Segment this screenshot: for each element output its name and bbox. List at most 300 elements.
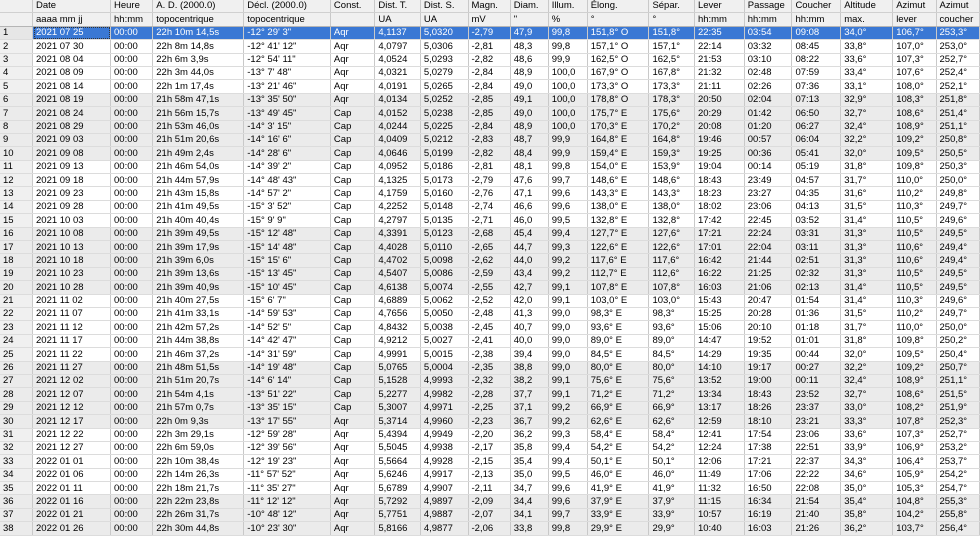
row-number: 26 <box>0 361 33 374</box>
table-cell: 31,8° <box>841 160 893 173</box>
table-cell: 71,2° E <box>587 388 649 401</box>
table-cell: 5,0135 <box>420 214 468 227</box>
table-cell: 99,6 <box>548 495 587 508</box>
table-cell: 22:08 <box>792 482 841 495</box>
column-header[interactable]: Passage <box>744 0 792 13</box>
table-cell: 33,6° <box>841 53 893 66</box>
table-cell: 99,7 <box>548 508 587 521</box>
table-cell: 255,3° <box>936 495 979 508</box>
table-cell: 15:06 <box>694 321 744 334</box>
table-cell: 4,0952 <box>375 160 421 173</box>
table-cell: -12° 54' 11" <box>244 53 331 66</box>
table-cell: 4,4028 <box>375 241 421 254</box>
table-row[interactable] <box>0 227 980 240</box>
column-header[interactable]: Heure <box>111 0 153 13</box>
table-cell: -2,84 <box>468 120 510 133</box>
table-cell: 108,6° <box>893 388 936 401</box>
table-row[interactable] <box>0 495 980 508</box>
table-cell: 22h 14m 26,3s <box>153 468 244 481</box>
table-cell: 89,0° E <box>587 334 649 347</box>
table-cell: Cap <box>330 160 374 173</box>
table-cell: 33,6° <box>841 428 893 441</box>
table-row[interactable] <box>0 241 980 254</box>
table-cell: 22h 1m 17,4s <box>153 80 244 93</box>
table-cell: 13:52 <box>694 374 744 387</box>
table-cell: 34,3° <box>841 455 893 468</box>
table-cell: 4,0524 <box>375 53 421 66</box>
table-cell: 105,9° <box>893 468 936 481</box>
table-cell: 31,3° <box>841 241 893 254</box>
table-cell: -13° 51' 22" <box>244 388 331 401</box>
row-number: 25 <box>0 348 33 361</box>
table-row[interactable] <box>0 214 980 227</box>
table-cell: 00:00 <box>111 455 153 468</box>
column-header[interactable]: Dist. T. <box>375 0 421 13</box>
table-cell: 5,0074 <box>420 281 468 294</box>
table-row[interactable] <box>0 200 980 213</box>
table-cell: 80,0° <box>649 361 695 374</box>
table-cell: 250,3° <box>936 160 979 173</box>
table-cell: 159,3° <box>649 147 695 160</box>
column-header[interactable]: Élong. <box>587 0 649 13</box>
table-cell: 03:32 <box>744 40 792 53</box>
table-cell: 2021 08 29 <box>33 120 111 133</box>
row-number: 30 <box>0 415 33 428</box>
table-cell: Cap <box>330 187 374 200</box>
table-cell: 99,2 <box>548 415 587 428</box>
table-row[interactable] <box>0 307 980 320</box>
table-cell: 5,0015 <box>420 348 468 361</box>
table-cell: -13° 21' 46" <box>244 80 331 93</box>
table-cell: -2,20 <box>468 428 510 441</box>
column-header[interactable]: Coucher <box>792 0 841 13</box>
table-cell: 31,3° <box>841 254 893 267</box>
table-cell: 110,5° <box>893 267 936 280</box>
table-cell: 4,9877 <box>420 522 468 535</box>
table-row[interactable] <box>0 53 980 66</box>
table-cell: 108,0° <box>893 80 936 93</box>
table-row[interactable] <box>0 401 980 414</box>
table-cell: Cap <box>330 374 374 387</box>
table-row[interactable] <box>0 428 980 441</box>
column-unit <box>330 13 374 26</box>
table-cell: -11° 12' 12" <box>244 495 331 508</box>
table-cell: 32,2° <box>841 133 893 146</box>
table-cell: 48,7 <box>510 133 548 146</box>
table-cell: 00:00 <box>111 522 153 535</box>
table-cell: Cap <box>330 133 374 146</box>
table-row[interactable] <box>0 441 980 454</box>
table-cell: 21h 57m 0,7s <box>153 401 244 414</box>
table-cell: 109,5° <box>893 348 936 361</box>
table-cell: 00:00 <box>111 468 153 481</box>
table-cell: 106,9° <box>893 441 936 454</box>
table-cell: 03:52 <box>792 214 841 227</box>
table-row[interactable] <box>0 133 980 146</box>
table-row[interactable] <box>0 254 980 267</box>
table-cell: Aqr <box>330 468 374 481</box>
table-cell: 32,7° <box>841 388 893 401</box>
table-cell: 21:26 <box>792 522 841 535</box>
table-cell: -2,41 <box>468 334 510 347</box>
table-cell: 62,6° <box>649 415 695 428</box>
column-header[interactable]: Illum. <box>548 0 587 13</box>
column-header[interactable]: Magn. <box>468 0 510 13</box>
table-row[interactable] <box>0 455 980 468</box>
table-cell: 253,3° <box>936 26 979 39</box>
table-cell: 99,3 <box>548 428 587 441</box>
table-cell: 31,3° <box>841 227 893 240</box>
table-row[interactable] <box>0 107 980 120</box>
column-header[interactable]: Diam. <box>510 0 548 13</box>
table-cell: 252,7° <box>936 428 979 441</box>
table-cell: 117,6° <box>649 254 695 267</box>
table-row[interactable] <box>0 522 980 535</box>
table-cell: 21h 39m 17,9s <box>153 241 244 254</box>
table-cell: 23:06 <box>744 200 792 213</box>
table-cell: 99,9 <box>548 133 587 146</box>
column-header[interactable]: Azimut <box>936 0 979 13</box>
column-header[interactable]: Décl. (2000.0) <box>244 0 331 13</box>
table-cell: 256,4° <box>936 522 979 535</box>
table-cell: 46,0 <box>510 214 548 227</box>
table-cell: 11:15 <box>694 495 744 508</box>
table-cell: -15° 15' 6" <box>244 254 331 267</box>
table-cell: -15° 13' 45" <box>244 267 331 280</box>
table-cell: 11:32 <box>694 482 744 495</box>
table-cell: 2021 10 23 <box>33 267 111 280</box>
table-cell: 01:54 <box>792 294 841 307</box>
table-cell: 4,2252 <box>375 200 421 213</box>
table-cell: 36,2° <box>841 522 893 535</box>
column-header[interactable]: Sépar. <box>649 0 695 13</box>
table-cell: 46,6 <box>510 200 548 213</box>
table-row[interactable] <box>0 187 980 200</box>
table-cell: 66,9° <box>649 401 695 414</box>
table-cell: 159,4° E <box>587 147 649 160</box>
table-cell: 22:51 <box>792 441 841 454</box>
table-cell: 89,0° <box>649 334 695 347</box>
table-row[interactable] <box>0 40 980 53</box>
table-cell: 109,2° <box>893 361 936 374</box>
table-cell: 20:28 <box>744 307 792 320</box>
table-cell: 253,0° <box>936 40 979 53</box>
table-cell: 58,4° E <box>587 428 649 441</box>
table-cell: 99,6 <box>548 200 587 213</box>
column-header[interactable]: Azimut <box>893 0 936 13</box>
table-cell: 21h 46m 54,0s <box>153 160 244 173</box>
column-unit: " <box>510 13 548 26</box>
table-cell: 17:54 <box>744 428 792 441</box>
table-cell: 99,3 <box>548 241 587 254</box>
table-cell: 250,8° <box>936 133 979 146</box>
table-cell: 167,9° O <box>587 66 649 79</box>
table-cell: 251,8° <box>936 93 979 106</box>
row-number: 4 <box>0 66 33 79</box>
table-cell: -2,82 <box>468 53 510 66</box>
table-cell: 00:00 <box>111 93 153 106</box>
row-number: 3 <box>0 53 33 66</box>
table-row[interactable] <box>0 66 980 79</box>
column-header[interactable]: Date <box>33 0 111 13</box>
table-cell: 4,1759 <box>375 187 421 200</box>
table-cell: 35,4 <box>510 455 548 468</box>
table-cell: 66,9° E <box>587 401 649 414</box>
table-cell: 175,7° E <box>587 107 649 120</box>
table-cell: 22:45 <box>744 214 792 227</box>
table-row[interactable] <box>0 294 980 307</box>
table-cell: 16:22 <box>694 267 744 280</box>
table-cell: 2022 01 16 <box>33 495 111 508</box>
table-cell: 37,9° <box>649 495 695 508</box>
row-number-header[interactable] <box>0 0 33 13</box>
table-cell: 2021 07 25 <box>33 26 111 39</box>
row-number: 32 <box>0 441 33 454</box>
table-row[interactable] <box>0 120 980 133</box>
table-cell: -2,45 <box>468 321 510 334</box>
table-cell: 253,2° <box>936 441 979 454</box>
table-cell: -14° 59' 53" <box>244 307 331 320</box>
table-cell: 2021 11 22 <box>33 348 111 361</box>
table-cell: Cap <box>330 227 374 240</box>
column-header[interactable]: Lever <box>694 0 744 13</box>
table-cell: -2,32 <box>468 374 510 387</box>
table-cell: 42,7 <box>510 281 548 294</box>
table-cell: 04:35 <box>792 187 841 200</box>
table-cell: 33,1° <box>841 80 893 93</box>
table-cell: 17:21 <box>694 227 744 240</box>
table-cell: 5,0038 <box>420 321 468 334</box>
column-unit: ° <box>649 13 695 26</box>
table-cell: 122,6° <box>649 241 695 254</box>
header-title-row <box>0 0 980 13</box>
table-cell: 00:00 <box>111 428 153 441</box>
table-cell: 109,5° <box>893 147 936 160</box>
table-cell: 49,0 <box>510 107 548 120</box>
table-cell: -2,79 <box>468 174 510 187</box>
table-cell: 31,3° <box>841 267 893 280</box>
column-header[interactable]: Dist. S. <box>420 0 468 13</box>
table-cell: 127,6° <box>649 227 695 240</box>
table-cell: 21h 56m 15,7s <box>153 107 244 120</box>
table-cell: 80,0° E <box>587 361 649 374</box>
table-cell: 251,1° <box>936 374 979 387</box>
table-cell: 252,3° <box>936 415 979 428</box>
table-cell: -2,06 <box>468 522 510 535</box>
table-cell: -2,74 <box>468 200 510 213</box>
table-cell: 00:14 <box>744 160 792 173</box>
table-cell: 00:00 <box>111 321 153 334</box>
table-cell: 35,8 <box>510 441 548 454</box>
table-row[interactable] <box>0 174 980 187</box>
column-header[interactable]: A. D. (2000.0) <box>153 0 244 13</box>
table-cell: 251,5° <box>936 388 979 401</box>
table-cell: 23:52 <box>792 388 841 401</box>
table-cell: 48,3 <box>510 40 548 53</box>
table-cell: 100,0 <box>548 80 587 93</box>
table-cell: 5,6246 <box>375 468 421 481</box>
table-cell: 21h 39m 49,5s <box>153 227 244 240</box>
table-cell: 14:47 <box>694 334 744 347</box>
table-cell: 35,8° <box>841 508 893 521</box>
table-cell: 21h 54m 4,1s <box>153 388 244 401</box>
table-cell: Aqr <box>330 441 374 454</box>
table-cell: 4,3391 <box>375 227 421 240</box>
table-cell: 35,4° <box>841 495 893 508</box>
table-cell: 157,1° O <box>587 40 649 53</box>
table-cell: 99,0 <box>548 348 587 361</box>
table-cell: 34,6° <box>841 468 893 481</box>
table-cell: 02:32 <box>792 267 841 280</box>
row-number: 17 <box>0 241 33 254</box>
table-row[interactable] <box>0 482 980 495</box>
table-cell: 148,6° E <box>587 174 649 187</box>
table-cell: 41,9° E <box>587 482 649 495</box>
table-cell: 99,8 <box>548 160 587 173</box>
table-row[interactable] <box>0 348 980 361</box>
table-cell: 5,0186 <box>420 160 468 173</box>
table-cell: -14° 6' 14" <box>244 374 331 387</box>
table-cell: -14° 39' 2" <box>244 160 331 173</box>
table-cell: 2021 11 27 <box>33 361 111 374</box>
table-cell: 5,0212 <box>420 133 468 146</box>
table-row[interactable] <box>0 281 980 294</box>
table-cell: 54,2° E <box>587 441 649 454</box>
table-cell: 18:02 <box>694 200 744 213</box>
table-cell: 21h 40m 40,4s <box>153 214 244 227</box>
table-cell: 109,8° <box>893 334 936 347</box>
table-cell: 07:13 <box>792 93 841 106</box>
table-row[interactable] <box>0 334 980 347</box>
table-row[interactable] <box>0 267 980 280</box>
table-cell: 99,2 <box>548 254 587 267</box>
table-cell: 93,6° E <box>587 321 649 334</box>
row-number: 31 <box>0 428 33 441</box>
table-row[interactable] <box>0 93 980 106</box>
table-cell: 16:03 <box>744 522 792 535</box>
table-cell: 2021 09 23 <box>33 187 111 200</box>
table-cell: 34,4 <box>510 495 548 508</box>
table-cell: 249,4° <box>936 254 979 267</box>
table-cell: 21h 49m 2,4s <box>153 147 244 160</box>
table-cell: 99,5 <box>548 468 587 481</box>
table-cell: 38,2 <box>510 374 548 387</box>
table-cell: -2,25 <box>468 401 510 414</box>
table-cell: 2021 12 17 <box>33 415 111 428</box>
column-header[interactable]: Altitude <box>841 0 893 13</box>
table-row[interactable] <box>0 388 980 401</box>
table-cell: 33,8° <box>841 40 893 53</box>
table-cell: 5,0265 <box>420 80 468 93</box>
row-number: 23 <box>0 321 33 334</box>
table-cell: 37,7 <box>510 388 548 401</box>
table-cell: 2021 12 22 <box>33 428 111 441</box>
table-cell: 4,9212 <box>375 334 421 347</box>
table-cell: 03:54 <box>744 26 792 39</box>
table-cell: 103,0° <box>649 294 695 307</box>
table-cell: Cap <box>330 147 374 160</box>
table-cell: 10:57 <box>694 508 744 521</box>
table-cell: 00:00 <box>111 187 153 200</box>
table-cell: 175,6° <box>649 107 695 120</box>
table-row[interactable] <box>0 374 980 387</box>
table-cell: 151,8° <box>649 26 695 39</box>
table-cell: 2021 09 28 <box>33 200 111 213</box>
table-cell: 00:27 <box>792 361 841 374</box>
table-cell: 31,7° <box>841 321 893 334</box>
table-row[interactable] <box>0 80 980 93</box>
table-row[interactable] <box>0 147 980 160</box>
table-cell: 22:35 <box>694 26 744 39</box>
table-cell: 110,3° <box>893 200 936 213</box>
table-cell: 29,9° <box>649 522 695 535</box>
table-cell: 19:35 <box>744 348 792 361</box>
table-cell: 02:13 <box>792 281 841 294</box>
table-cell: 48,9 <box>510 66 548 79</box>
table-cell: -2,81 <box>468 40 510 53</box>
table-cell: 75,6° E <box>587 374 649 387</box>
table-cell: Aqr <box>330 66 374 79</box>
table-cell: 22h 0m 9,3s <box>153 415 244 428</box>
table-cell: -10° 48' 12" <box>244 508 331 521</box>
table-cell: 2021 10 13 <box>33 241 111 254</box>
row-number: 16 <box>0 227 33 240</box>
table-cell: Cap <box>330 307 374 320</box>
table-cell: 110,6° <box>893 241 936 254</box>
table-cell: 21h 44m 57,9s <box>153 174 244 187</box>
table-cell: 5,0199 <box>420 147 468 160</box>
table-cell: 4,6889 <box>375 294 421 307</box>
table-cell: 21h 39m 40,9s <box>153 281 244 294</box>
header-unit-row <box>0 13 980 26</box>
table-cell: -2,11 <box>468 482 510 495</box>
table-cell: -2,59 <box>468 267 510 280</box>
table-cell: 2021 09 03 <box>33 133 111 146</box>
table-cell: 00:00 <box>111 294 153 307</box>
table-cell: 103,7° <box>893 522 936 535</box>
table-row[interactable] <box>0 321 980 334</box>
table-row[interactable] <box>0 26 980 39</box>
table-cell: 00:00 <box>111 80 153 93</box>
table-row[interactable] <box>0 160 980 173</box>
table-row[interactable] <box>0 468 980 481</box>
table-cell: 50,1° <box>649 455 695 468</box>
table-cell: 17:38 <box>744 441 792 454</box>
table-cell: 00:00 <box>111 401 153 414</box>
table-cell: 22:14 <box>694 40 744 53</box>
table-cell: 249,5° <box>936 281 979 294</box>
table-cell: 00:00 <box>111 107 153 120</box>
table-cell: 122,6° E <box>587 241 649 254</box>
table-cell: 164,8° <box>649 133 695 146</box>
table-row[interactable] <box>0 415 980 428</box>
table-cell: 39,4 <box>510 348 548 361</box>
table-cell: 5,0160 <box>420 187 468 200</box>
table-cell: -2,76 <box>468 187 510 200</box>
table-cell: Aqr <box>330 522 374 535</box>
table-cell: 16:34 <box>744 495 792 508</box>
table-cell: 5,8166 <box>375 522 421 535</box>
row-number: 10 <box>0 147 33 160</box>
table-cell: 19:00 <box>744 374 792 387</box>
table-cell: 48,1 <box>510 160 548 173</box>
column-header[interactable]: Const. <box>330 0 374 13</box>
table-cell: 00:00 <box>111 334 153 347</box>
column-unit: topocentrique <box>153 13 244 26</box>
table-row[interactable] <box>0 508 980 521</box>
table-cell: 110,5° <box>893 227 936 240</box>
table-row[interactable] <box>0 361 980 374</box>
